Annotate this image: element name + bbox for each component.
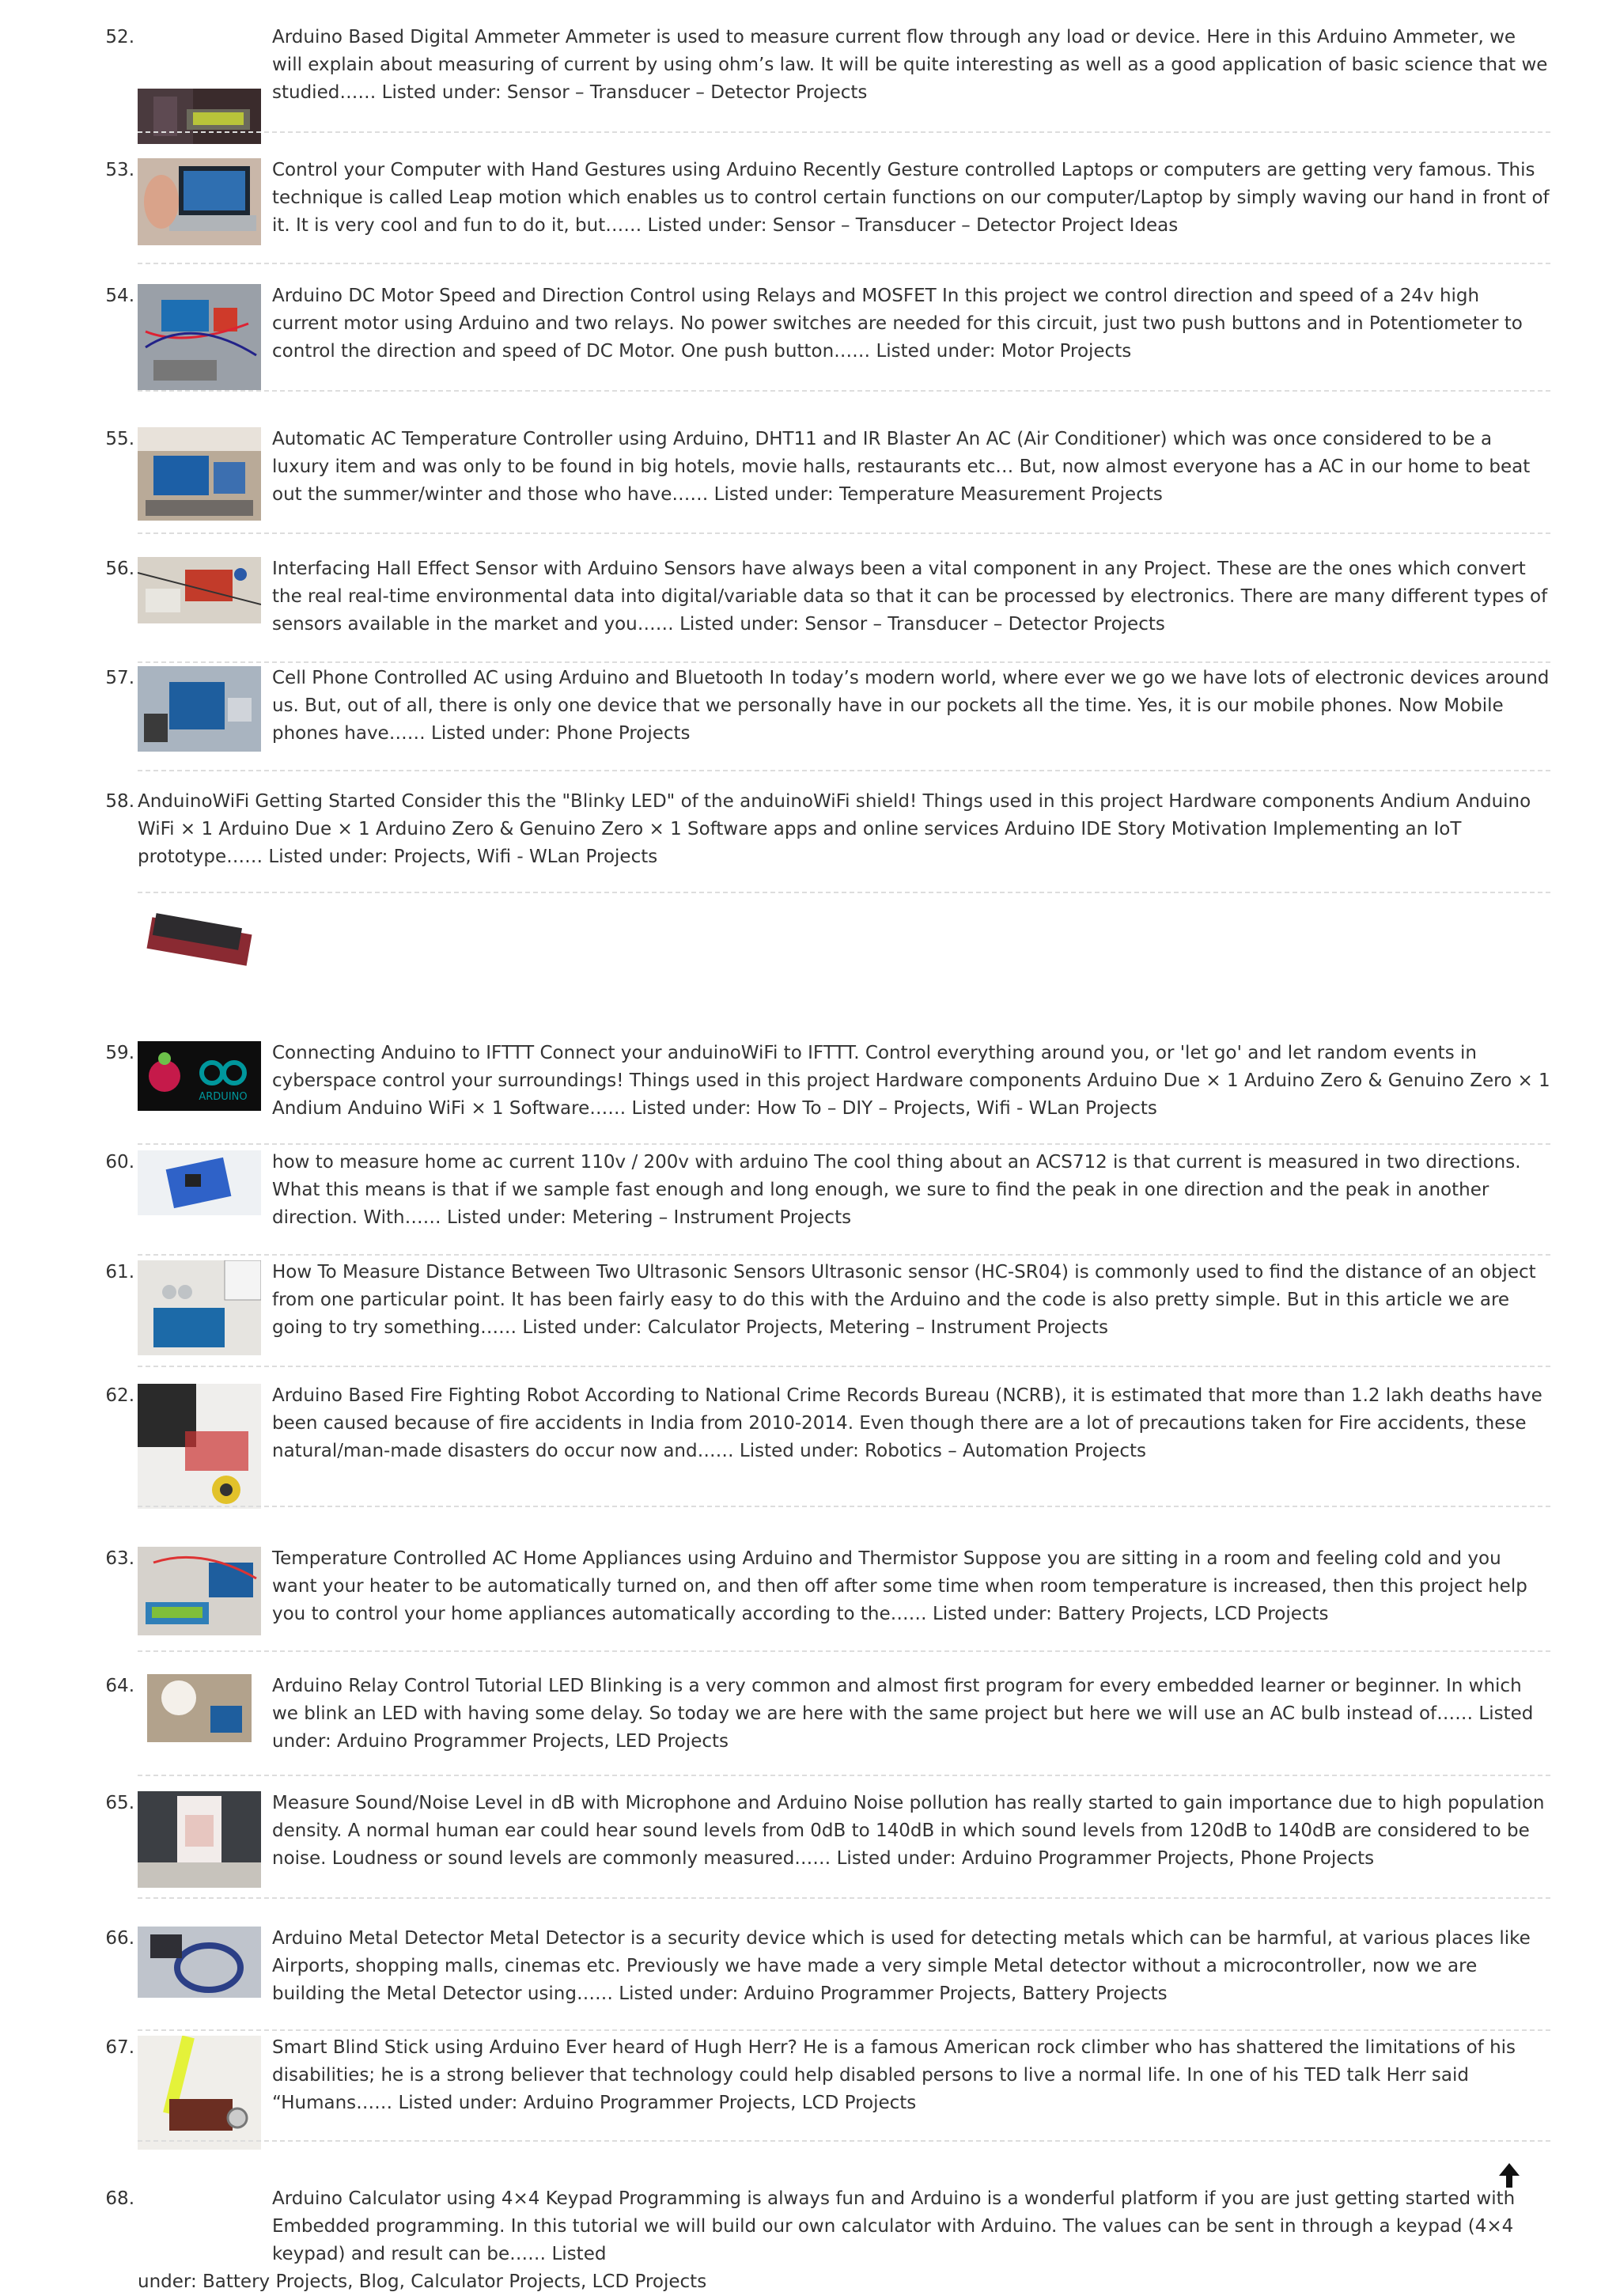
- item-number: 59.: [105, 1043, 134, 1063]
- item-description-first-lines: Arduino Calculator using 4×4 Keypad Programming is always fun and Arduino is a wonderful platform if you are just getting started with Embedded programming. In this tutorial we will build our own calculator with Arduino. The values can be sent in through a keypad (4×4 keypad) and result can be…… Listed: [272, 2188, 1516, 2264]
- divider: [138, 661, 1550, 663]
- item-description[interactable]: Automatic AC Temperature Controller using Arduino, DHT11 and IR Blaster An AC (Air Conditioner) which was once considered to be a luxury item and was only to be found in big hotels, movie halls, restaurants etc… But, now almost everyone has a AC in our home to beat out the summer/winter and those who have…… Listed under: Temperature Measurement Projects: [272, 429, 1531, 505]
- item-description[interactable]: Connecting Anduino to IFTTT Connect your anduinoWiFi to IFTTT. Control everything around you, or 'let go' and let random events in cyberspace control your surroundings! Things used in this project Hardware components Arduino Due × 1 Arduino Zero & Genuino Zero × 1 Andium Anduino WiFi × 1 Software…… Listed under: How To – DIY – Projects, Wifi - WLan Projects: [272, 1043, 1550, 1119]
- divider: [138, 131, 1550, 133]
- item-description[interactable]: How To Measure Distance Between Two Ultrasonic Sensors Ultrasonic sensor (HC-SR04) is commonly used to find the distance of an object from one particular point. It has been fairly easy to do this with the Arduino and the code is also pretty simple. But in this article we are going to try something…… Listed under: Calculator Projects, Metering – Instrument Projects: [272, 1262, 1536, 1338]
- item-description[interactable]: Cell Phone Controlled AC using Arduino and Bluetooth In today’s modern world, where ever we go we have lots of electronic devices around us. But, out of all, there is only one device that we personally have in our pockets all the time. Yes, it is our mobile phones. Now Mobile phones have…… Listed under: Phone Projects: [272, 668, 1550, 744]
- divider: [138, 892, 1550, 893]
- divider: [138, 1143, 1550, 1145]
- project-thumbnail[interactable]: [138, 557, 261, 623]
- divider: [138, 2029, 1550, 2031]
- item-number: 56.: [105, 559, 134, 579]
- list-item: [103, 788, 1550, 1025]
- project-thumbnail[interactable]: [138, 1260, 261, 1355]
- project-thumbnail[interactable]: [138, 1927, 261, 1998]
- project-thumbnail[interactable]: [138, 666, 261, 752]
- item-description[interactable]: AnduinoWiFi Getting Started Consider this the "Blinky LED" of the anduinoWiFi shield! Things used in this project Hardware components Andium Anduino WiFi × 1 Arduino Due × 1 Arduino Zero & Genuino Zero × 1 Software apps and online services Arduino IDE Story Motivation Implementing an IoT prototype…… Listed under: Projects, Wifi - WLan Projects: [138, 791, 1531, 867]
- project-thumbnail[interactable]: [138, 1791, 261, 1888]
- arrow-up-icon: [1496, 2161, 1523, 2190]
- item-description[interactable]: Arduino Based Digital Ammeter Ammeter is used to measure current flow through any load or device. Here in this Arduino Ammeter, we will explain about measuring of current by using ohm’s law. It will be quite interesting as well as a good application of basic science that we studied…… Listed under: Sensor – Transducer – Detector Projects: [272, 27, 1548, 103]
- list-item: [103, 2185, 1550, 2293]
- divider: [138, 770, 1550, 771]
- item-description[interactable]: Measure Sound/Noise Level in dB with Microphone and Arduino Noise pollution has really started to gain importance due to high population density. A normal human ear could hear sound levels from 0dB to 140dB in which sound levels from 120dB to 140dB are considered to be noise. Loudness or sound levels are commonly measured…… Listed under: Arduino Programmer Projects, Phone Projects: [272, 1793, 1545, 1869]
- item-number: 52.: [105, 27, 134, 47]
- item-number: 67.: [105, 2037, 134, 2058]
- project-thumbnail[interactable]: [138, 1150, 261, 1215]
- divider: [138, 1254, 1550, 1256]
- divider: [138, 1366, 1550, 1367]
- divider: [138, 2140, 1550, 2142]
- back-to-top-button[interactable]: [1496, 2161, 1523, 2190]
- item-description[interactable]: Control your Computer with Hand Gestures using Arduino Recently Gesture controlled Laptops or computers are getting very famous. This technique is called Leap motion which enables us to control certain functions on our computer/Laptop by simply waving our hand in front of it. It is very cool and fun to do it, but…… Listed under: Sensor – Transducer – Detector Project Ideas: [272, 160, 1550, 236]
- item-number: 65.: [105, 1793, 134, 1813]
- list-item: [103, 24, 1550, 131]
- project-thumbnail[interactable]: [138, 89, 261, 144]
- project-thumbnail[interactable]: [138, 2036, 261, 2150]
- thumbnail-label: ARDUINO: [199, 1091, 248, 1103]
- item-number: 55.: [105, 429, 134, 449]
- item-description[interactable]: Arduino Metal Detector Metal Detector is a security device which is used for detecting metals which can be harmful, at various places like Airports, shopping malls, cinemas etc. Previously we have made a very simple Metal detector without a microcontroller, now we are building the Metal Detector using…… Listed under: Arduino Programmer Projects, Battery Projects: [272, 1928, 1531, 2004]
- divider: [138, 390, 1550, 392]
- project-thumbnail[interactable]: [138, 1384, 261, 1509]
- item-description-last-line: under: Battery Projects, Blog, Calculator Projects, LCD Projects: [138, 2271, 707, 2292]
- project-thumbnail[interactable]: [138, 902, 261, 976]
- item-description[interactable]: [103, 2185, 1550, 2296]
- item-description[interactable]: Temperature Controlled AC Home Appliances using Arduino and Thermistor Suppose you are sitting in a room and feeling cold and you want your heater to be automatically turned on, and then off after some time when room temperature is increased, then this project help you to control your home appliances automatically according to the…… Listed under: Battery Projects, LCD Projects: [272, 1548, 1527, 1624]
- item-description[interactable]: Arduino Based Fire Fighting Robot According to National Crime Records Bureau (NCRB), it is estimated that more than 1.2 lakh deaths have been caused because of fire accidents in India from 2010-2014. Even though there are a lot of precautions taken for Fire accidents, these natural/man-made disasters do occur now and…… Listed under: Robotics – Automation Projects: [272, 1385, 1542, 1461]
- item-number: 66.: [105, 1928, 134, 1949]
- project-thumbnail[interactable]: [138, 1041, 261, 1111]
- item-number: 57.: [105, 668, 134, 688]
- item-number: 61.: [105, 1262, 134, 1283]
- divider: [138, 1650, 1550, 1652]
- item-number: 54.: [105, 286, 134, 306]
- project-thumbnail[interactable]: [147, 1674, 252, 1742]
- item-number: 64.: [105, 1676, 134, 1696]
- divider: [138, 263, 1550, 264]
- item-number: 63.: [105, 1548, 134, 1569]
- project-thumbnail[interactable]: [138, 158, 261, 245]
- project-thumbnail[interactable]: [138, 1547, 261, 1635]
- divider: [138, 1897, 1550, 1899]
- item-number: 68.: [105, 2188, 134, 2209]
- divider: [138, 532, 1550, 534]
- item-description[interactable]: Arduino DC Motor Speed and Direction Control using Relays and MOSFET In this project we control direction and speed of a 24v high current motor using Arduino and two relays. No power switches are needed for this circuit, just two push buttons and in Potentiometer to control the direction and speed of DC Motor. One push button…… Listed under: Motor Projects: [272, 286, 1523, 362]
- item-number: 62.: [105, 1385, 134, 1406]
- item-description[interactable]: Smart Blind Stick using Arduino Ever heard of Hugh Herr? He is a famous American rock climber who has shattered the limitations of his disabilities; he is a strong believer that technology could help disabled persons to live a normal life. In one of his TED talk Herr said “Humans…… Listed under: Arduino Programmer Projects, LCD Projects: [272, 2037, 1516, 2113]
- divider: [138, 1506, 1550, 1507]
- divider: [138, 1775, 1550, 1776]
- project-thumbnail[interactable]: [138, 427, 261, 521]
- item-number: 58.: [105, 791, 134, 812]
- item-description[interactable]: Arduino Relay Control Tutorial LED Blinking is a very common and almost first program for every embedded learner or beginner. In which we blink an LED with having some delay. So today we are here with the same project but here we will use an AC bulb instead of…… Listed under: Arduino Programmer Projects, LED Projects: [272, 1676, 1534, 1752]
- project-thumbnail[interactable]: [138, 284, 261, 390]
- item-number: 60.: [105, 1152, 134, 1173]
- item-number: 53.: [105, 160, 134, 180]
- item-description[interactable]: how to measure home ac current 110v / 200v with arduino The cool thing about an ACS712 is that current is measured in two directions. What this means is that if we sample fast enough and long enough, we sure to find the peak in one direction and the peak in another direction. With…… Listed under: Metering – Instrument Projects: [272, 1152, 1521, 1228]
- item-description[interactable]: Interfacing Hall Effect Sensor with Arduino Sensors have always been a vital component in any Project. These are the ones which convert the real real-time environmental data into digital/variable data so that it can be processed by electronics. There are many different types of sensors available in the market and you…… Listed under: Sensor – Transducer – Detector Projects: [272, 559, 1548, 635]
